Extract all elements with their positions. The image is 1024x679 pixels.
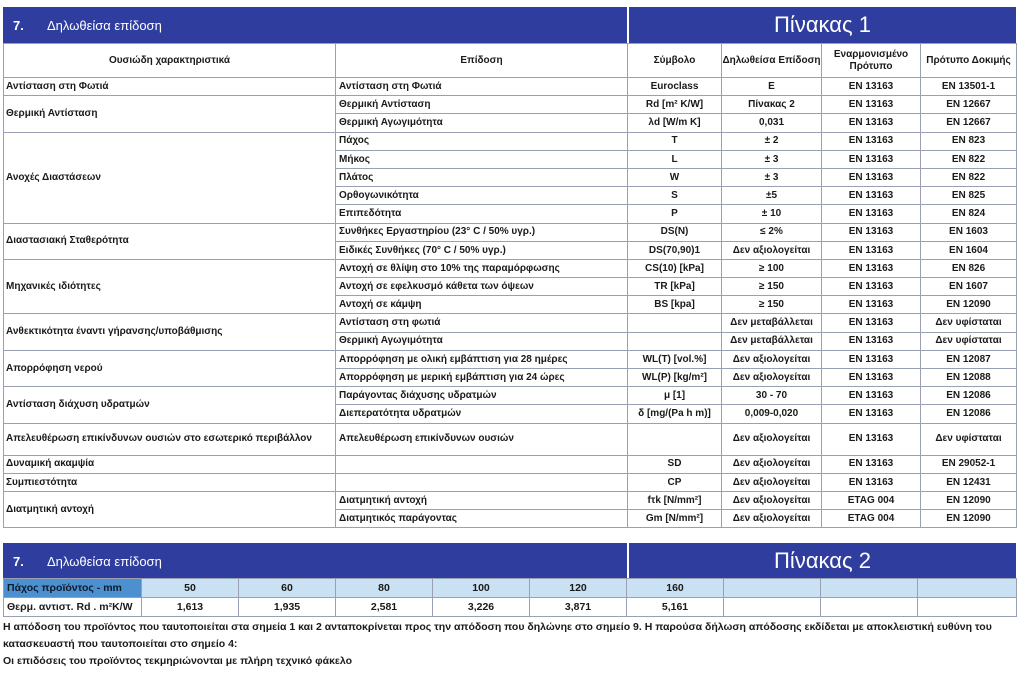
characteristic-cell: Ανθεκτικότητα έναντι γήρανσης/υποβάθμισης	[4, 314, 336, 350]
declared-value-cell: Δεν αξιολογείται	[722, 369, 822, 387]
test-standard-cell: Δεν υφίσταται	[921, 314, 1017, 332]
test-standard-cell: EN 12086	[921, 387, 1017, 405]
test-standard-cell: EN 12667	[921, 114, 1017, 132]
thickness-cell: 60	[239, 579, 336, 598]
performance-cell: Θερμική Αγωγιμότητα	[336, 114, 628, 132]
performance-cell: Αντίσταση στη φωτιά	[336, 314, 628, 332]
resistance-cell: 3,871	[530, 598, 627, 617]
symbol-cell: WL(T) [vol.%]	[628, 350, 722, 368]
harmonised-standard-cell: EN 13163	[822, 387, 921, 405]
test-standard-cell: EN 822	[921, 150, 1017, 168]
resistance-cell: 1,613	[142, 598, 239, 617]
test-standard-cell: Δεν υφίσταται	[921, 423, 1017, 455]
symbol-cell: λd [W/m K]	[628, 114, 722, 132]
characteristic-cell: Θερμική Αντίσταση	[4, 96, 336, 132]
test-standard-cell: EN 12667	[921, 96, 1017, 114]
thickness-cell	[724, 579, 821, 598]
thickness-cell: 50	[142, 579, 239, 598]
test-standard-cell: EN 825	[921, 187, 1017, 205]
col-header-performance: Επίδοση	[336, 44, 628, 78]
col-header-harmonised: Εναρμονισμένο Πρότυπο	[822, 44, 921, 78]
performance-cell: Αντοχή σε θλίψη στο 10% της παραμόρφωσης	[336, 259, 628, 277]
table-row	[4, 96, 1017, 114]
declared-value-cell: Δεν αξιολογείται	[722, 491, 822, 509]
harmonised-standard-cell: EN 13163	[822, 350, 921, 368]
test-standard-cell: EN 12088	[921, 369, 1017, 387]
characteristic-cell: Διαστασιακή Σταθερότητα	[4, 223, 336, 259]
declared-value-cell: Πίνακας 2	[722, 96, 822, 114]
performance-cell: Συνθήκες Εργαστηρίου (23° C / 50% υγρ.)	[336, 223, 628, 241]
test-standard-cell: EN 12086	[921, 405, 1017, 423]
thickness-row	[4, 579, 1017, 598]
performance-cell: Αντίσταση στη Φωτιά	[336, 78, 628, 96]
test-standard-cell: EN 29052-1	[921, 455, 1017, 473]
symbol-cell: Rd [m² K/W]	[628, 96, 722, 114]
declared-value-cell: ± 3	[722, 150, 822, 168]
table-row	[4, 473, 1017, 491]
performance-cell: Διατμητική αντοχή	[336, 491, 628, 509]
thickness-cell: 100	[433, 579, 530, 598]
harmonised-standard-cell: EN 13163	[822, 455, 921, 473]
symbol-cell	[628, 314, 722, 332]
declared-value-cell: E	[722, 78, 822, 96]
harmonised-standard-cell: EN 13163	[822, 332, 921, 350]
symbol-cell: Gm [N/mm²]	[628, 510, 722, 528]
performance-cell: Απελευθέρωση επικίνδυνων ουσιών	[336, 423, 628, 455]
declared-value-cell: 0,009-0,020	[722, 405, 822, 423]
test-standard-cell: EN 12090	[921, 491, 1017, 509]
harmonised-standard-cell: EN 13163	[822, 132, 921, 150]
characteristic-cell: Συμπιεστότητα	[4, 473, 336, 491]
declared-value-cell: Δεν μεταβάλλεται	[722, 332, 822, 350]
declaration-text: Η απόδοση του προϊόντος που ταυτοποιείται στα σημεία 1 και 2 ανταποκρίνεται προς την απόδοση που δηλώνηε στο σημείο 9. Η παρούσα δήλωση απόδοσης εκδίδεται με αποκλειστική ευθύνη του κατασκευαστή που ταυτοποιείται στο σημείο 4:	[3, 621, 992, 650]
thickness-cell	[918, 579, 1017, 598]
declared-value-cell: 30 - 70	[722, 387, 822, 405]
table-header-row	[4, 44, 1017, 78]
resistance-cell: 1,935	[239, 598, 336, 617]
harmonised-standard-cell: EN 13163	[822, 187, 921, 205]
col-header-symbol: Σύμβολο	[628, 44, 722, 78]
harmonised-standard-cell: EN 13163	[822, 473, 921, 491]
declared-value-cell: Δεν μεταβάλλεται	[722, 314, 822, 332]
performance-cell: Παράγοντας διάχυσης υδρατμών	[336, 387, 628, 405]
harmonised-standard-cell: EN 13163	[822, 223, 921, 241]
symbol-cell: μ [1]	[628, 387, 722, 405]
declared-value-cell: Δεν αξιολογείται	[722, 241, 822, 259]
test-standard-cell: EN 1604	[921, 241, 1017, 259]
thickness-label: Πάχος προϊόντος - mm	[4, 579, 142, 598]
performance-cell: Απορρόφηση με μερική εμβάπτιση για 24 ώρες	[336, 369, 628, 387]
harmonised-standard-cell: ETAG 004	[822, 510, 921, 528]
thickness-cell: 120	[530, 579, 627, 598]
resistance-cell: 5,161	[627, 598, 724, 617]
characteristic-cell: Δυναμική ακαμψία	[4, 455, 336, 473]
test-standard-cell: EN 13501-1	[921, 78, 1017, 96]
harmonised-standard-cell: EN 13163	[822, 241, 921, 259]
table-row	[4, 259, 1017, 277]
symbol-cell: P	[628, 205, 722, 223]
performance-cell	[336, 473, 628, 491]
test-standard-cell: EN 12090	[921, 296, 1017, 314]
test-standard-cell: Δεν υφίσταται	[921, 332, 1017, 350]
performance-cell: Απορρόφηση με ολική εμβάπτιση για 28 ημέρες	[336, 350, 628, 368]
thickness-cell: 160	[627, 579, 724, 598]
table-row	[4, 423, 1017, 455]
characteristic-cell: Απορρόφηση νερού	[4, 350, 336, 386]
characteristic-cell: Ανοχές Διαστάσεων	[4, 132, 336, 223]
declared-value-cell: ≥ 100	[722, 259, 822, 277]
thickness-cell: 80	[336, 579, 433, 598]
characteristic-cell: Αντίσταση διάχυση υδρατμών	[4, 387, 336, 423]
table-row	[4, 455, 1017, 473]
resistance-label: Θερμ. αντιστ. Rd . m²K/W	[4, 598, 142, 617]
symbol-cell: S	[628, 187, 722, 205]
resistance-cell	[821, 598, 918, 617]
declared-value-cell: 0,031	[722, 114, 822, 132]
declared-value-cell: Δεν αξιολογείται	[722, 473, 822, 491]
declared-value-cell: ± 3	[722, 168, 822, 186]
performance-cell: Διατμητικός παράγοντας	[336, 510, 628, 528]
table-row	[4, 78, 1017, 96]
harmonised-standard-cell: EN 13163	[822, 278, 921, 296]
resistance-row	[4, 598, 1017, 617]
col-header-test-standard: Πρότυπο Δοκιμής	[921, 44, 1017, 78]
test-standard-cell: EN 1603	[921, 223, 1017, 241]
harmonised-standard-cell: EN 13163	[822, 369, 921, 387]
symbol-cell: TR [kPa]	[628, 278, 722, 296]
performance-cell: Θερμική Αντίσταση	[336, 96, 628, 114]
section-number: 7.	[13, 17, 24, 33]
harmonised-standard-cell: EN 13163	[822, 114, 921, 132]
table-row	[4, 350, 1017, 368]
section-number: 7.	[13, 553, 24, 569]
section-banner-1	[3, 7, 1016, 43]
documentation-note: Οι επιδόσεις του προϊόντος τεκμηριώνονται με πλήρη τεχνικό φάκελο	[3, 655, 353, 667]
symbol-cell: fτk [N/mm²]	[628, 491, 722, 509]
harmonised-standard-cell: EN 13163	[822, 296, 921, 314]
performance-cell: Αντοχή σε εφελκυσμό κάθετα των όψεων	[336, 278, 628, 296]
resistance-cell	[918, 598, 1017, 617]
section-title: Δηλωθείσα επίδοση	[43, 7, 629, 43]
performance-cell: Πλάτος	[336, 168, 628, 186]
symbol-cell: Euroclass	[628, 78, 722, 96]
harmonised-standard-cell: EN 13163	[822, 168, 921, 186]
declared-value-cell: ≥ 150	[722, 296, 822, 314]
characteristic-cell: Απελευθέρωση επικίνδυνων ουσιών στο εσωτερικό περιβάλλον	[4, 423, 336, 455]
symbol-cell	[628, 423, 722, 455]
col-header-declared: Δηλωθείσα Επίδοση	[722, 44, 822, 78]
declared-value-cell: Δεν αξιολογείται	[722, 423, 822, 455]
table-row	[4, 387, 1017, 405]
section-banner-2	[3, 543, 1016, 579]
symbol-cell: DS(N)	[628, 223, 722, 241]
test-standard-cell: EN 822	[921, 168, 1017, 186]
performance-table	[3, 43, 1017, 528]
thickness-cell	[821, 579, 918, 598]
table-row	[4, 132, 1017, 150]
harmonised-standard-cell: ETAG 004	[822, 491, 921, 509]
test-standard-cell: EN 12431	[921, 473, 1017, 491]
thermal-resistance-table	[3, 578, 1017, 617]
section-title: Δηλωθείσα επίδοση	[43, 543, 629, 579]
symbol-cell: W	[628, 168, 722, 186]
performance-cell: Αντοχή σε κάμψη	[336, 296, 628, 314]
characteristic-cell: Διατμητική αντοχή	[4, 491, 336, 527]
table-title: Πίνακας 1	[774, 12, 871, 37]
characteristic-cell: Μηχανικές ιδιότητες	[4, 259, 336, 314]
harmonised-standard-cell: EN 13163	[822, 405, 921, 423]
performance-cell: Επιπεδότητα	[336, 205, 628, 223]
test-standard-cell: EN 824	[921, 205, 1017, 223]
declared-value-cell: ≥ 150	[722, 278, 822, 296]
test-standard-cell: EN 12090	[921, 510, 1017, 528]
declared-value-cell: Δεν αξιολογείται	[722, 455, 822, 473]
table-row	[4, 491, 1017, 509]
symbol-cell: SD	[628, 455, 722, 473]
test-standard-cell: EN 823	[921, 132, 1017, 150]
harmonised-standard-cell: EN 13163	[822, 423, 921, 455]
declared-value-cell: ±5	[722, 187, 822, 205]
resistance-cell: 3,226	[433, 598, 530, 617]
harmonised-standard-cell: EN 13163	[822, 96, 921, 114]
declared-value-cell: ± 2	[722, 132, 822, 150]
performance-cell: Μήκος	[336, 150, 628, 168]
symbol-cell: δ [mg/(Pa h m)]	[628, 405, 722, 423]
declared-value-cell: Δεν αξιολογείται	[722, 510, 822, 528]
performance-cell: Πάχος	[336, 132, 628, 150]
harmonised-standard-cell: EN 13163	[822, 205, 921, 223]
symbol-cell: T	[628, 132, 722, 150]
symbol-cell: CS(10) [kPa]	[628, 259, 722, 277]
declared-value-cell: ± 10	[722, 205, 822, 223]
symbol-cell: WL(P) [kg/m²]	[628, 369, 722, 387]
table-title: Πίνακας 2	[774, 548, 871, 573]
col-header-characteristics: Ουσιώδη χαρακτηριστικά	[4, 44, 336, 78]
performance-cell: Θερμική Αγωγιμότητα	[336, 332, 628, 350]
performance-cell: Ορθογωνικότητα	[336, 187, 628, 205]
declared-value-cell: ≤ 2%	[722, 223, 822, 241]
performance-cell: Ειδικές Συνθήκες (70° C / 50% υγρ.)	[336, 241, 628, 259]
table-row	[4, 223, 1017, 241]
symbol-cell: L	[628, 150, 722, 168]
harmonised-standard-cell: EN 13163	[822, 78, 921, 96]
harmonised-standard-cell: EN 13163	[822, 150, 921, 168]
performance-cell: Διεπερατότητα υδρατμών	[336, 405, 628, 423]
declared-value-cell: Δεν αξιολογείται	[722, 350, 822, 368]
table-row	[4, 314, 1017, 332]
test-standard-cell: EN 1607	[921, 278, 1017, 296]
harmonised-standard-cell: EN 13163	[822, 259, 921, 277]
test-standard-cell: EN 12087	[921, 350, 1017, 368]
performance-cell	[336, 455, 628, 473]
characteristic-cell: Αντίσταση στη Φωτιά	[4, 78, 336, 96]
symbol-cell: BS [kpa]	[628, 296, 722, 314]
resistance-cell	[724, 598, 821, 617]
symbol-cell	[628, 332, 722, 350]
test-standard-cell: EN 826	[921, 259, 1017, 277]
resistance-cell: 2,581	[336, 598, 433, 617]
symbol-cell: DS(70,90)1	[628, 241, 722, 259]
harmonised-standard-cell: EN 13163	[822, 314, 921, 332]
symbol-cell: CP	[628, 473, 722, 491]
